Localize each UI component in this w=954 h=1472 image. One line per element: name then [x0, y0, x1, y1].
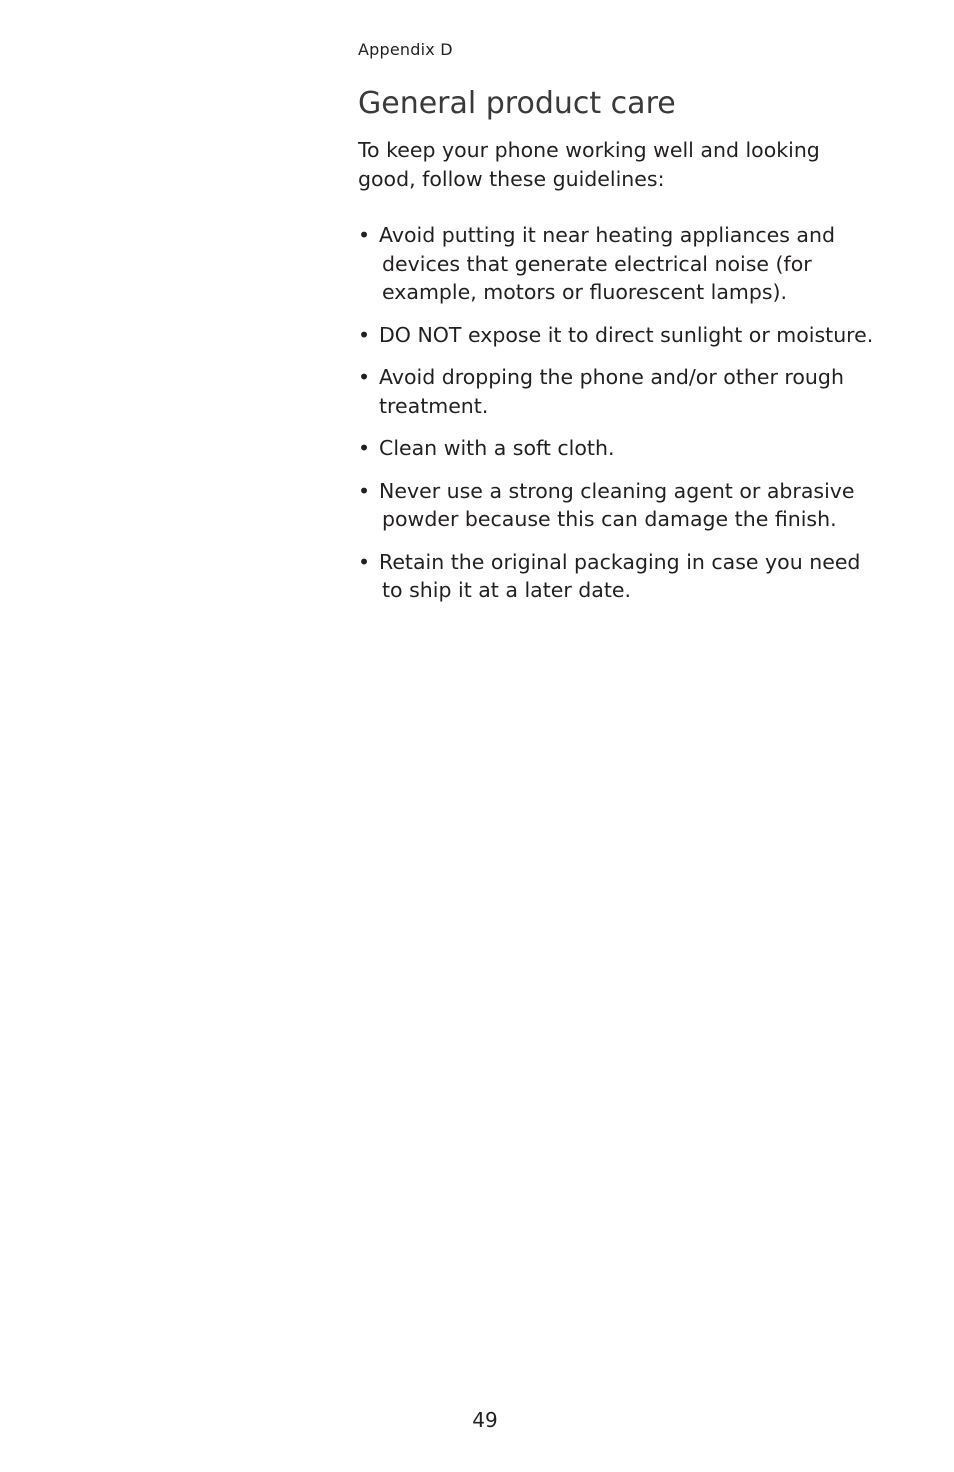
page-title: General product care — [358, 86, 676, 121]
guideline-item — [358, 548, 938, 605]
guideline-line: DO NOT expose it to direct sunlight or moisture. — [379, 322, 874, 347]
bullet-icon: • — [358, 365, 371, 389]
bullet-icon: • — [358, 223, 371, 247]
guideline-line: Clean with a soft cloth. — [379, 436, 615, 460]
intro-text: To keep your phone working well and looking good, follow these guidelines: — [358, 138, 820, 191]
guideline-line: Retain the original packaging in case you need — [379, 549, 861, 574]
bullet-icon: • — [358, 478, 371, 503]
guideline-line: example, motors or fluorescent lamps). — [382, 280, 788, 304]
guideline-line: powder because this can damage the finish. — [382, 507, 837, 531]
bullet-icon: • — [358, 436, 371, 460]
guideline-item — [358, 221, 938, 307]
guideline-line: Avoid putting it near heating appliances and — [379, 223, 835, 247]
guideline-item — [358, 321, 938, 350]
guideline-line: Avoid dropping the phone and/or other rough — [379, 365, 844, 389]
guideline-item — [358, 363, 938, 420]
bullet-icon: • — [358, 322, 371, 347]
page-number: 49 — [472, 1408, 498, 1432]
bullet-icon: • — [358, 549, 371, 574]
guideline-line: devices that generate electrical noise (for — [382, 251, 812, 276]
guideline-item — [358, 434, 938, 463]
guideline-item — [358, 477, 938, 534]
guideline-line: treatment. — [379, 393, 489, 418]
guideline-line: Never use a strong cleaning agent or abrasive — [379, 478, 855, 503]
guideline-line: to ship it at a later date. — [382, 578, 632, 602]
section-label: Appendix D — [358, 40, 453, 59]
guidelines-list — [358, 221, 938, 619]
